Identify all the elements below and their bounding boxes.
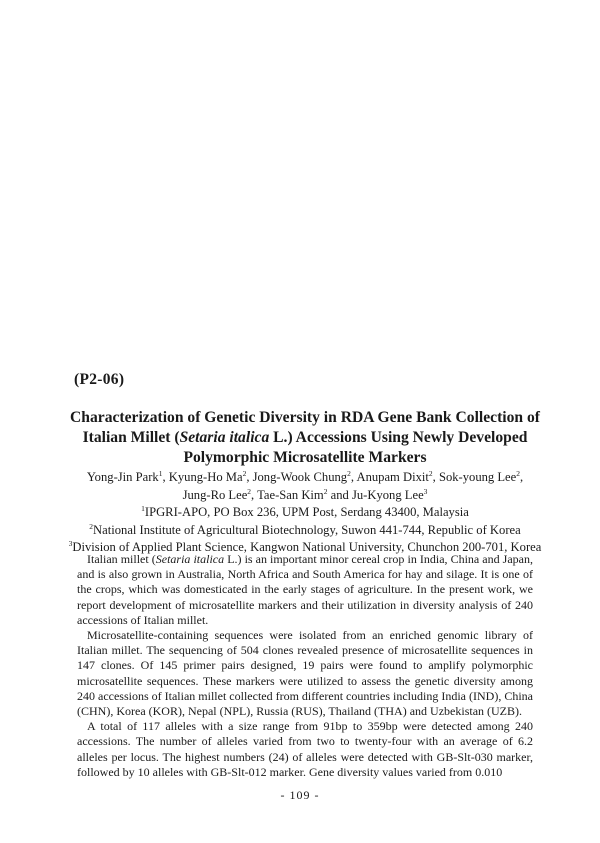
author-affiliation-mark: 2 bbox=[242, 468, 247, 478]
author: Anupam Dixit bbox=[356, 470, 429, 484]
affiliation-text: Division of Applied Plant Science, Kangwon National University, Chunchon 200-701, Korea bbox=[72, 540, 542, 554]
title-line-2 bbox=[60, 428, 550, 448]
author-affiliation-mark: 2 bbox=[516, 468, 520, 478]
affiliation-mark: 2 bbox=[89, 521, 94, 531]
affiliation-2 bbox=[60, 522, 550, 540]
paper-code: (P2-06) bbox=[74, 371, 125, 388]
author: Kyung-Ho Ma bbox=[168, 470, 243, 484]
title-line-3: Polymorphic Microsatellite Markers bbox=[183, 449, 427, 466]
author-affiliation-mark: 2 bbox=[247, 486, 252, 496]
paragraph-text: L.) is an important minor cereal crop in India, China and Japan, and is also grown in Australia, North Africa and South America for hay and silage. It is one of the crops, which was domesticated in the early stages of agriculture. In the present work, we report development of microsatellite markers and their utilization in diversity analysis of 240 accessions of Italian millet. bbox=[77, 552, 533, 627]
title-text: L.) Accessions Using Newly Developed bbox=[269, 429, 528, 446]
affiliation-text: National Institute of Agricultural Biotechnology, Suwon 441-744, Republic of Korea bbox=[93, 522, 521, 537]
title-line-1: Characterization of Genetic Diversity in RDA Gene Bank Collection of bbox=[70, 409, 540, 426]
paragraph-text: Italian millet ( bbox=[87, 552, 156, 566]
author-affiliation-mark: 2 bbox=[428, 468, 433, 478]
affiliation-mark: 3 bbox=[68, 538, 73, 548]
author: Tae-San Kim bbox=[257, 487, 324, 502]
species-name: Setaria italica bbox=[155, 552, 225, 566]
author: Sok-young Lee bbox=[438, 470, 517, 484]
author: Jong-Wook Chung bbox=[252, 470, 348, 484]
abstract-paragraph-3: A total of 117 alleles with a size range from 91bp to 359bp were detected among 240 accessions. The number of alleles varied from two to twenty-four with an average of 6.2 alleles per locus. The highest numbers (24) of alleles were detected with GB-Slt-030 marker, followed by 10 alleles with GB-Slt-012 marker. Gene diversity values varied from 0.010 bbox=[77, 719, 533, 779]
author-affiliation-mark: 1 bbox=[158, 468, 163, 478]
author: Yong-Jin Park bbox=[86, 470, 159, 484]
affiliation-1 bbox=[60, 504, 550, 522]
author: Jung-Ro Lee bbox=[182, 487, 248, 502]
abstract-paragraph-2: Microsatellite-containing sequences were isolated from an enriched genomic library of Italian millet. The sequencing of 504 clones revealed presence of microsatellite sequences in 147 clones. Of 145 primer pairs designed, 19 pairs were found to amplify polymorphic microsatellite sequences. These markers were utilized to assess the genetic diversity among 240 accessions of Italian millet collected from different countries including India (IND), China (CHN), Korea (KOR), Nepal (NPL), Russia (RUS), Thailand (THA) and Uzbekistan (UZB). bbox=[77, 628, 533, 719]
affiliation-mark: 1 bbox=[141, 503, 145, 513]
author-affiliation-mark: 2 bbox=[347, 468, 351, 478]
author-block bbox=[60, 469, 550, 557]
page-number: - 109 - bbox=[280, 788, 320, 802]
abstract-paragraph-1 bbox=[77, 552, 533, 628]
paper-title bbox=[60, 408, 550, 468]
author-line-2: Jung-Ro Lee$^2$, Tae-San Kim$^2$ and Ju-Kyong Lee$^3$ bbox=[182, 486, 428, 502]
author: Ju-Kyong Lee bbox=[351, 487, 424, 502]
author-affiliation-mark: 2 bbox=[323, 486, 328, 496]
author-line-1: Yong-Jin Park$^1$, Kyung-Ho Ma$^2$, Jong-Wook Chung$^2$, Anupam Dixit$^2$, Sok-young Lee$^2$, bbox=[86, 468, 524, 484]
author-affiliation-mark: 3 bbox=[423, 486, 428, 496]
title-text: Italian Millet ( bbox=[82, 429, 180, 446]
species-name: Setaria italica bbox=[179, 429, 270, 446]
abstract-body bbox=[77, 552, 533, 780]
affiliation-text: IPGRI-APO, PO Box 236, UPM Post, Serdang 43400, Malaysia bbox=[144, 505, 469, 519]
